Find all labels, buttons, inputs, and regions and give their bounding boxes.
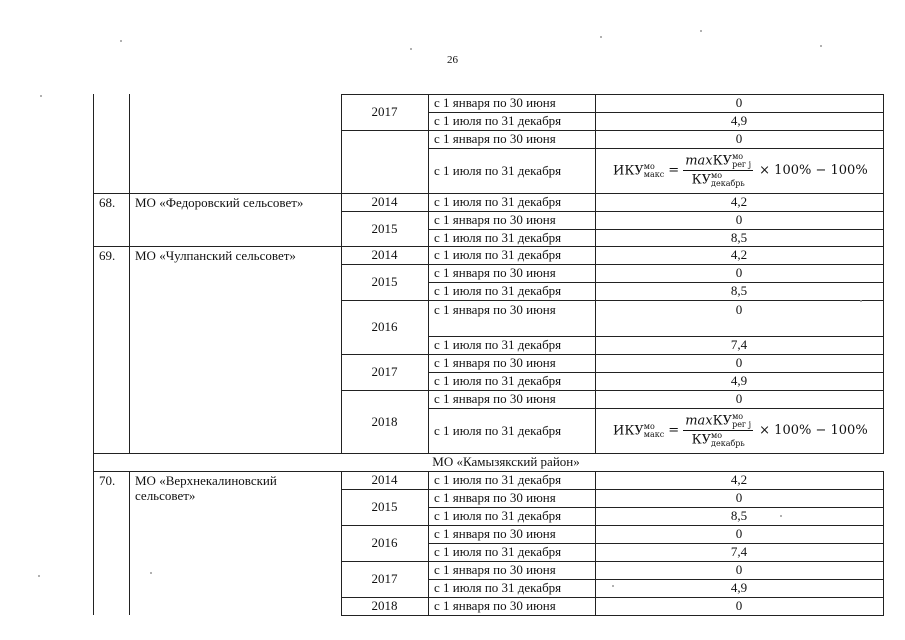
value-cell: 0: [735, 391, 743, 406]
period-cell: с 1 июля по 31 декабря: [434, 373, 562, 388]
period-cell: с 1 июля по 31 декабря: [434, 247, 562, 262]
formula-part: декабрь: [711, 439, 745, 448]
table-rule: [93, 94, 94, 615]
period-cell: с 1 января по 30 июня: [434, 526, 556, 541]
year-cell: 2016: [371, 535, 398, 550]
formula-part: КУ: [691, 432, 712, 448]
formula-part: мо: [643, 161, 655, 171]
period-cell: с 1 января по 30 июня: [434, 302, 556, 317]
formula-fraction: [683, 413, 753, 448]
formula-part: мо: [732, 152, 744, 161]
table-rule: [129, 471, 130, 615]
formula-part: рег j: [732, 160, 752, 169]
year-cell: 2017: [371, 104, 398, 119]
formula-lhs: [613, 423, 664, 439]
value-cell: 8,5: [730, 283, 748, 298]
scan-speck: [40, 95, 42, 97]
table-rule: [129, 94, 130, 453]
iku-formula: [613, 149, 868, 192]
value-cell: 7,4: [730, 337, 748, 352]
value-cell: 0: [735, 490, 743, 505]
scan-speck: [600, 36, 602, 38]
value-cell: 4,9: [730, 373, 748, 388]
table-rule: [883, 94, 884, 453]
period-cell: с 1 января по 30 июня: [434, 562, 556, 577]
table-rule: [428, 94, 429, 453]
year-cell: 2014: [371, 472, 398, 487]
year-cell: 2015: [371, 274, 398, 289]
row-number: 68.: [99, 195, 116, 210]
iku-formula: [613, 409, 868, 452]
period-cell: с 1 июля по 31 декабря: [434, 423, 562, 438]
formula-lhs: [613, 163, 664, 179]
formula-part: ИКУ: [613, 423, 644, 438]
year-cell: 2014: [371, 194, 398, 209]
section-header: МО «Камызякский район»: [432, 454, 580, 469]
value-cell: 4,2: [730, 472, 748, 487]
value-cell: 0: [735, 265, 743, 280]
period-cell: с 1 июля по 31 декабря: [434, 230, 562, 245]
table-rule: [341, 615, 884, 616]
mo-name-cell: МО «Верхнекалиновский сельсовет»: [135, 473, 277, 503]
period-cell: с 1 января по 30 июня: [434, 355, 556, 370]
formula-part: мо: [711, 431, 723, 440]
period-cell: с 1 июля по 31 декабря: [434, 163, 562, 178]
value-cell: 0: [735, 355, 743, 370]
formula-part: ИКУ: [613, 163, 644, 178]
scan-speck: [38, 575, 40, 577]
formula-equals: =: [668, 163, 680, 178]
formula-part: мо: [643, 421, 655, 431]
value-cell: 0: [735, 212, 743, 227]
value-cell: 7,4: [730, 544, 748, 559]
formula-part: КУ: [691, 172, 712, 188]
period-cell: с 1 июля по 31 декабря: [434, 508, 562, 523]
period-cell: с 1 января по 30 июня: [434, 95, 556, 110]
page-number: 26: [447, 54, 458, 66]
formula-tail: × 100% − 100%: [759, 163, 868, 178]
year-cell: 2016: [371, 319, 398, 334]
value-cell: 4,2: [730, 247, 748, 262]
value-cell: 4,2: [730, 194, 748, 209]
period-cell: с 1 января по 30 июня: [434, 131, 556, 146]
scan-speck: [150, 572, 152, 574]
value-cell: 0: [735, 526, 743, 541]
value-cell: 8,5: [730, 508, 748, 523]
scan-speck: [612, 585, 614, 587]
formula-part: макс: [643, 429, 665, 439]
value-cell: 4,9: [730, 580, 748, 595]
formula-part: рег j: [732, 420, 752, 429]
value-cell: 8,5: [730, 230, 748, 245]
year-cell: 2018: [371, 598, 398, 613]
mo-name-cell: МО «Чулпанский сельсовет»: [135, 248, 296, 263]
row-number: 69.: [99, 248, 116, 263]
period-cell: с 1 июля по 31 декабря: [434, 544, 562, 559]
table-rule: [883, 471, 884, 616]
scan-speck: [410, 48, 412, 50]
formula-part: max: [685, 413, 713, 429]
row-number: 70.: [99, 473, 116, 488]
period-cell: с 1 июля по 31 декабря: [434, 194, 562, 209]
value-cell: 0: [735, 598, 743, 613]
value-cell: 0: [735, 562, 743, 577]
scan-speck: [120, 40, 122, 42]
year-cell: 2015: [371, 499, 398, 514]
period-cell: с 1 июля по 31 декабря: [434, 283, 562, 298]
formula-part: max: [685, 153, 713, 169]
formula-fraction: [683, 153, 753, 188]
year-cell: 2017: [371, 571, 398, 586]
value-cell: 0: [735, 131, 743, 146]
formula-equals: =: [668, 423, 680, 438]
scan-speck: [780, 515, 782, 517]
scan-speck: [820, 45, 822, 47]
period-cell: с 1 июля по 31 декабря: [434, 113, 562, 128]
formula-part: мо: [711, 171, 723, 180]
value-cell: 4,9: [730, 113, 748, 128]
scan-speck: [700, 30, 702, 32]
period-cell: с 1 января по 30 июня: [434, 598, 556, 613]
year-cell: 2015: [371, 221, 398, 236]
formula-part: мо: [732, 412, 744, 421]
period-cell: с 1 января по 30 июня: [434, 391, 556, 406]
table-rule: [428, 471, 429, 616]
year-cell: 2018: [371, 414, 398, 429]
value-cell: 0: [735, 302, 743, 317]
year-cell: 2014: [371, 247, 398, 262]
formula-part: декабрь: [711, 179, 745, 188]
period-cell: с 1 июля по 31 декабря: [434, 337, 562, 352]
formula-part: КУ: [712, 153, 733, 169]
mo-name-cell: МО «Федоровский сельсовет»: [135, 195, 304, 210]
period-cell: с 1 января по 30 июня: [434, 265, 556, 280]
period-cell: с 1 июля по 31 декабря: [434, 580, 562, 595]
table-rule: [341, 300, 884, 301]
formula-tail: × 100% − 100%: [759, 423, 868, 438]
year-cell: 2017: [371, 364, 398, 379]
period-cell: с 1 января по 30 июня: [434, 212, 556, 227]
value-cell: 0: [735, 95, 743, 110]
scan-speck: [860, 300, 862, 302]
period-cell: с 1 января по 30 июня: [434, 490, 556, 505]
formula-part: макс: [643, 169, 665, 179]
period-cell: с 1 июля по 31 декабря: [434, 472, 562, 487]
formula-part: КУ: [712, 413, 733, 429]
